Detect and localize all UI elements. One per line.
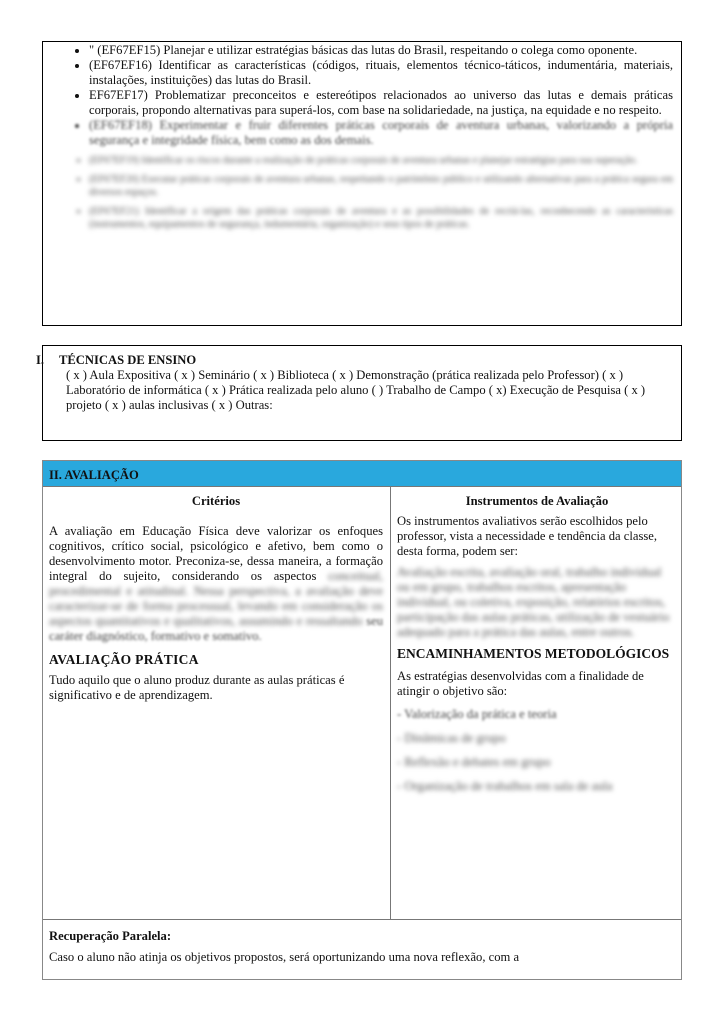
instruments-heading: Instrumentos de Avaliação [465, 494, 609, 508]
evaluation-header: II. AVALIAÇÃO [43, 461, 681, 486]
objective-item: • " (EF67EF15) Planejar e utilizar estratégias básicas das lutas do Brasil, respeitando o colega como oponente. [89, 43, 673, 58]
techniques-options: ( x ) Aula Expositiva ( x ) Seminário ( x ) Biblioteca ( x ) Demonstração (prática realizada pelo Professor) ( x ) Laboratório de informática ( x ) Prática realizada pelo aluno ( ) Trabalho de Campo ( x) Execução de Pesquisa ( x ) projeto ( x ) aulas inclusivas ( x ) Outras: [66, 368, 646, 412]
criteria-text: A avaliação em Educação Física deve valorizar os enfoques cognitivos, crítico social, psicológico e afetivo, bem como o desenvolvimento motor. Preconiza-se, dessa maneira, a formação integral do sujeito, considerando os aspectos [49, 524, 383, 583]
column-divider [390, 487, 391, 919]
objective-item: • (EF67EF20) Executar práticas corporais de aventura urbanas, respeitando o patrimônio público e utilizando alternativas para a prática segura em diversos espaços. [89, 173, 673, 199]
table-divider [43, 486, 681, 487]
section-title: TÉCNICAS DE ENSINO [59, 353, 197, 367]
methods-title: ENCAMINHAMENTOS METODOLÓGICOS [397, 646, 670, 661]
criteria-column [49, 494, 383, 703]
objectives-list-box [42, 41, 682, 326]
instruments-column [397, 494, 677, 803]
objective-item: • (EF67EF21) Identificar a origem das práticas corporais de aventura e as possibilidades de recriá-las, reconhecendo as características (instrumentos, equipamentos de segurança, indumentária, organização) e seus tipos de práticas. [89, 205, 673, 231]
methods-item: - Valorização da prática e teoria [397, 707, 557, 721]
practice-evaluation-text: Tudo aquilo que o aluno produz durante as aulas práticas é significativo e de aprendizagem. [49, 673, 345, 702]
methods-item: - Reflexão e debates em grupo [397, 755, 551, 769]
criteria-text-end: seu caráter diagnóstico, formativo e somativo. [49, 614, 383, 643]
instruments-intro: Os instrumentos avaliativos serão escolhidos pelo professor, vista a necessidade e tendência da classe, desta forma, podem ser: [397, 514, 658, 558]
methods-item: - Dinâmicas de grupo [397, 731, 506, 745]
teaching-techniques-box [36, 345, 682, 441]
methods-item: - Organização de trabalhos em sala de aula [397, 779, 613, 793]
recovery-title: Recuperação Paralela: [49, 929, 172, 943]
objectives-list [43, 42, 681, 231]
evaluation-table [42, 460, 682, 980]
row-divider [43, 919, 681, 920]
practice-evaluation-title: AVALIAÇÃO PRÁTICA [49, 652, 199, 667]
recovery-text: Caso o aluno não atinja os objetivos propostos, será oportunizando uma nova reflexão, com a [49, 950, 520, 964]
parallel-recovery-section [49, 929, 675, 965]
criteria-paragraph [49, 524, 383, 644]
objective-item: • (EF67EF19) Identificar os riscos durante a realização de práticas corporais de aventura urbanas e planejar estratégias para sua superação. [89, 154, 673, 167]
objective-item: • (EF67EF16) Identificar as características (códigos, rituais, elementos técnico-táticos, indumentária, materiais, instalações, instituições) das lutas do Brasil. [89, 58, 673, 88]
section-number: I. [36, 353, 45, 367]
techniques-title [36, 353, 196, 368]
criteria-heading: Critérios [191, 494, 241, 508]
criteria-text-blurred: conceitual, procedimental e atitudinal. Nessa perspectiva, a avaliação deve caracterizar-se de forma processual, levando em consideração os aspectos quantitativos e qualitativos, assumindo e ressaltando [49, 569, 383, 628]
instruments-list: Avaliação escrita, avaliação oral, trabalho individual ou em grupo, trabalhos escritos, apresentação individual, ou coletiva, exposição, relatórios escritos, participação das aulas práticas, utilização de vestuário adequado para a prática das aulas, entre outros. [397, 565, 670, 639]
methods-intro: As estratégias desenvolvidas com a finalidade de atingir o objetivo são: [397, 669, 644, 698]
objective-item: • EF67EF17) Problematizar preconceitos e estereótipos relacionados ao universo das lutas e demais práticas corporais, propondo alternativas para superá-los, com base na solidariedade, na justiça, na equidade e no respeito. [89, 88, 673, 118]
objective-item: • (EF67EF18) Experimentar e fruir diferentes práticas corporais de aventura urbanas, valorizando a própria segurança e integridade física, bem como as dos demais. [89, 118, 673, 148]
